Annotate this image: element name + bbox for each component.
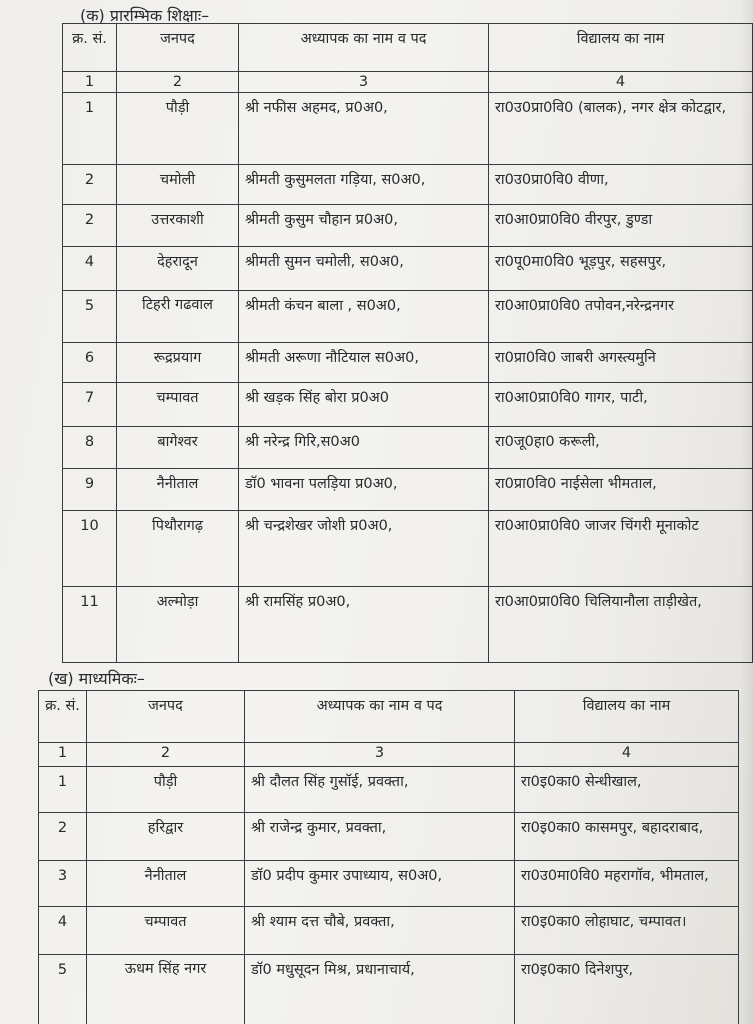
serial-cell: 2 — [63, 165, 117, 205]
page-edge-shadow — [739, 0, 753, 1024]
header-district: जनपद — [87, 691, 245, 743]
school-cell: रा0प्रा0वि0 नाईसेला भीमताल, — [489, 469, 753, 511]
table-header-row — [39, 691, 739, 743]
index-cell: 1 — [39, 743, 87, 767]
table-row — [63, 427, 753, 469]
school-cell: रा0आ0प्रा0वि0 जाजर चिंगरी मूनाकोट — [489, 511, 753, 587]
serial-cell: 11 — [63, 587, 117, 663]
district-cell: अल्मोड़ा — [117, 587, 239, 663]
primary-education-table — [62, 23, 753, 663]
teacher-cell: श्रीमती अरूणा नौटियाल स0अ0, — [239, 343, 489, 383]
teacher-cell: श्रीमती सुमन चमोली, स0अ0, — [239, 247, 489, 291]
table-row — [39, 955, 739, 1024]
district-cell: ऊधम सिंह नगर — [87, 955, 245, 1024]
serial-cell: 2 — [39, 813, 87, 861]
column-index-row — [63, 72, 753, 93]
header-school: विद्यालय का नाम — [489, 24, 753, 72]
header-district: जनपद — [117, 24, 239, 72]
section-a-title: (क) प्रारम्भिक शिक्षाः– — [80, 6, 210, 25]
serial-cell: 5 — [63, 291, 117, 343]
school-cell: रा0आ0प्रा0वि0 तपोवन,नरेन्द्रनगर — [489, 291, 753, 343]
district-cell: पौड़ी — [117, 93, 239, 165]
teacher-cell: श्री राजेन्द्र कुमार, प्रवक्ता, — [245, 813, 515, 861]
school-cell: रा0पू0मा0वि0 भूड़पुर, सहसपुर, — [489, 247, 753, 291]
column-index-row — [39, 743, 739, 767]
index-cell: 4 — [515, 743, 739, 767]
school-cell: रा0उ0प्रा0वि0 (बालक), नगर क्षेत्र कोटद्वार, — [489, 93, 753, 165]
district-cell: चमोली — [117, 165, 239, 205]
table-row — [39, 861, 739, 907]
serial-cell: 8 — [63, 427, 117, 469]
table-row — [63, 343, 753, 383]
teacher-cell: डॉ0 भावना पलड़िया प्र0अ0, — [239, 469, 489, 511]
school-cell: रा0उ0प्रा0वि0 वीणा, — [489, 165, 753, 205]
district-cell: पौड़ी — [87, 767, 245, 813]
index-cell: 1 — [63, 72, 117, 93]
district-cell: टिहरी गढवाल — [117, 291, 239, 343]
teacher-cell: श्रीमती कुसुमलता गड़िया, स0अ0, — [239, 165, 489, 205]
index-cell: 4 — [489, 72, 753, 93]
serial-cell: 1 — [39, 767, 87, 813]
school-cell: रा0इ0का0 दिनेशपुर, — [515, 955, 739, 1024]
teacher-cell: श्री दौलत सिंह गुसॉई, प्रवक्ता, — [245, 767, 515, 813]
index-cell: 3 — [239, 72, 489, 93]
index-cell: 2 — [87, 743, 245, 767]
index-cell: 3 — [245, 743, 515, 767]
district-cell: नैनीताल — [87, 861, 245, 907]
header-school: विद्यालय का नाम — [515, 691, 739, 743]
header-serial: क्र. सं. — [63, 24, 117, 72]
teacher-cell: श्री नरेन्द्र गिरि,स0अ0 — [239, 427, 489, 469]
serial-cell: 4 — [39, 907, 87, 955]
teacher-cell: श्री नफीस अहमद, प्र0अ0, — [239, 93, 489, 165]
school-cell: रा0आ0प्रा0वि0 गागर, पाटी, — [489, 383, 753, 427]
district-cell: चम्पावत — [87, 907, 245, 955]
teacher-cell: श्रीमती कुसुम चौहान प्र0अ0, — [239, 205, 489, 247]
table-header-row — [63, 24, 753, 72]
serial-cell: 3 — [39, 861, 87, 907]
header-serial: क्र. सं. — [39, 691, 87, 743]
table-row — [63, 511, 753, 587]
teacher-cell: श्री चन्द्रशेखर जोशी प्र0अ0, — [239, 511, 489, 587]
table-row — [39, 907, 739, 955]
serial-cell: 1 — [63, 93, 117, 165]
table-row — [63, 205, 753, 247]
district-cell: उत्तरकाशी — [117, 205, 239, 247]
teacher-cell: श्रीमती कंचन बाला , स0अ0, — [239, 291, 489, 343]
school-cell: रा0आ0प्रा0वि0 चिलियानौला ताड़ीखेत, — [489, 587, 753, 663]
serial-cell: 10 — [63, 511, 117, 587]
district-cell: नैनीताल — [117, 469, 239, 511]
index-cell: 2 — [117, 72, 239, 93]
table-row — [63, 383, 753, 427]
serial-cell: 7 — [63, 383, 117, 427]
teacher-cell: श्री श्याम दत्त चौबे, प्रवक्ता, — [245, 907, 515, 955]
serial-cell: 4 — [63, 247, 117, 291]
district-cell: बागेश्वर — [117, 427, 239, 469]
section-b-title: (ख) माध्यमिकः– — [48, 669, 145, 688]
teacher-cell: डॉ0 मधुसूदन मिश्र, प्रधानाचार्य, — [245, 955, 515, 1024]
table-row — [63, 587, 753, 663]
table-row — [63, 247, 753, 291]
teacher-cell: श्री खड़क सिंह बोरा प्र0अ0 — [239, 383, 489, 427]
serial-cell: 6 — [63, 343, 117, 383]
serial-cell: 2 — [63, 205, 117, 247]
serial-cell: 5 — [39, 955, 87, 1024]
header-teacher: अध्यापक का नाम व पद — [239, 24, 489, 72]
district-cell: देहरादून — [117, 247, 239, 291]
teacher-cell: डॉ0 प्रदीप कुमार उपाध्याय, स0अ0, — [245, 861, 515, 907]
school-cell: रा0जू0हा0 करूली, — [489, 427, 753, 469]
school-cell: रा0उ0मा0वि0 महरागॉव, भीमताल, — [515, 861, 739, 907]
table-row — [63, 93, 753, 165]
school-cell: रा0इ0का0 कासमपुर, बहादराबाद, — [515, 813, 739, 861]
district-cell: रूद्रप्रयाग — [117, 343, 239, 383]
district-cell: हरिद्वार — [87, 813, 245, 861]
table-row — [63, 291, 753, 343]
school-cell: रा0इ0का0 सेन्धीखाल, — [515, 767, 739, 813]
teacher-cell: श्री रामसिंह प्र0अ0, — [239, 587, 489, 663]
header-teacher: अध्यापक का नाम व पद — [245, 691, 515, 743]
table-row — [63, 469, 753, 511]
table-row — [39, 813, 739, 861]
district-cell: चम्पावत — [117, 383, 239, 427]
table-row — [63, 165, 753, 205]
district-cell: पिथौरागढ़ — [117, 511, 239, 587]
school-cell: रा0आ0प्रा0वि0 वीरपुर, डुण्डा — [489, 205, 753, 247]
school-cell: रा0इ0का0 लोहाघाट, चम्पावत। — [515, 907, 739, 955]
school-cell: रा0प्रा0वि0 जाबरी अगस्त्यमुनि — [489, 343, 753, 383]
secondary-education-table — [38, 690, 739, 1024]
table-row — [39, 767, 739, 813]
serial-cell: 9 — [63, 469, 117, 511]
